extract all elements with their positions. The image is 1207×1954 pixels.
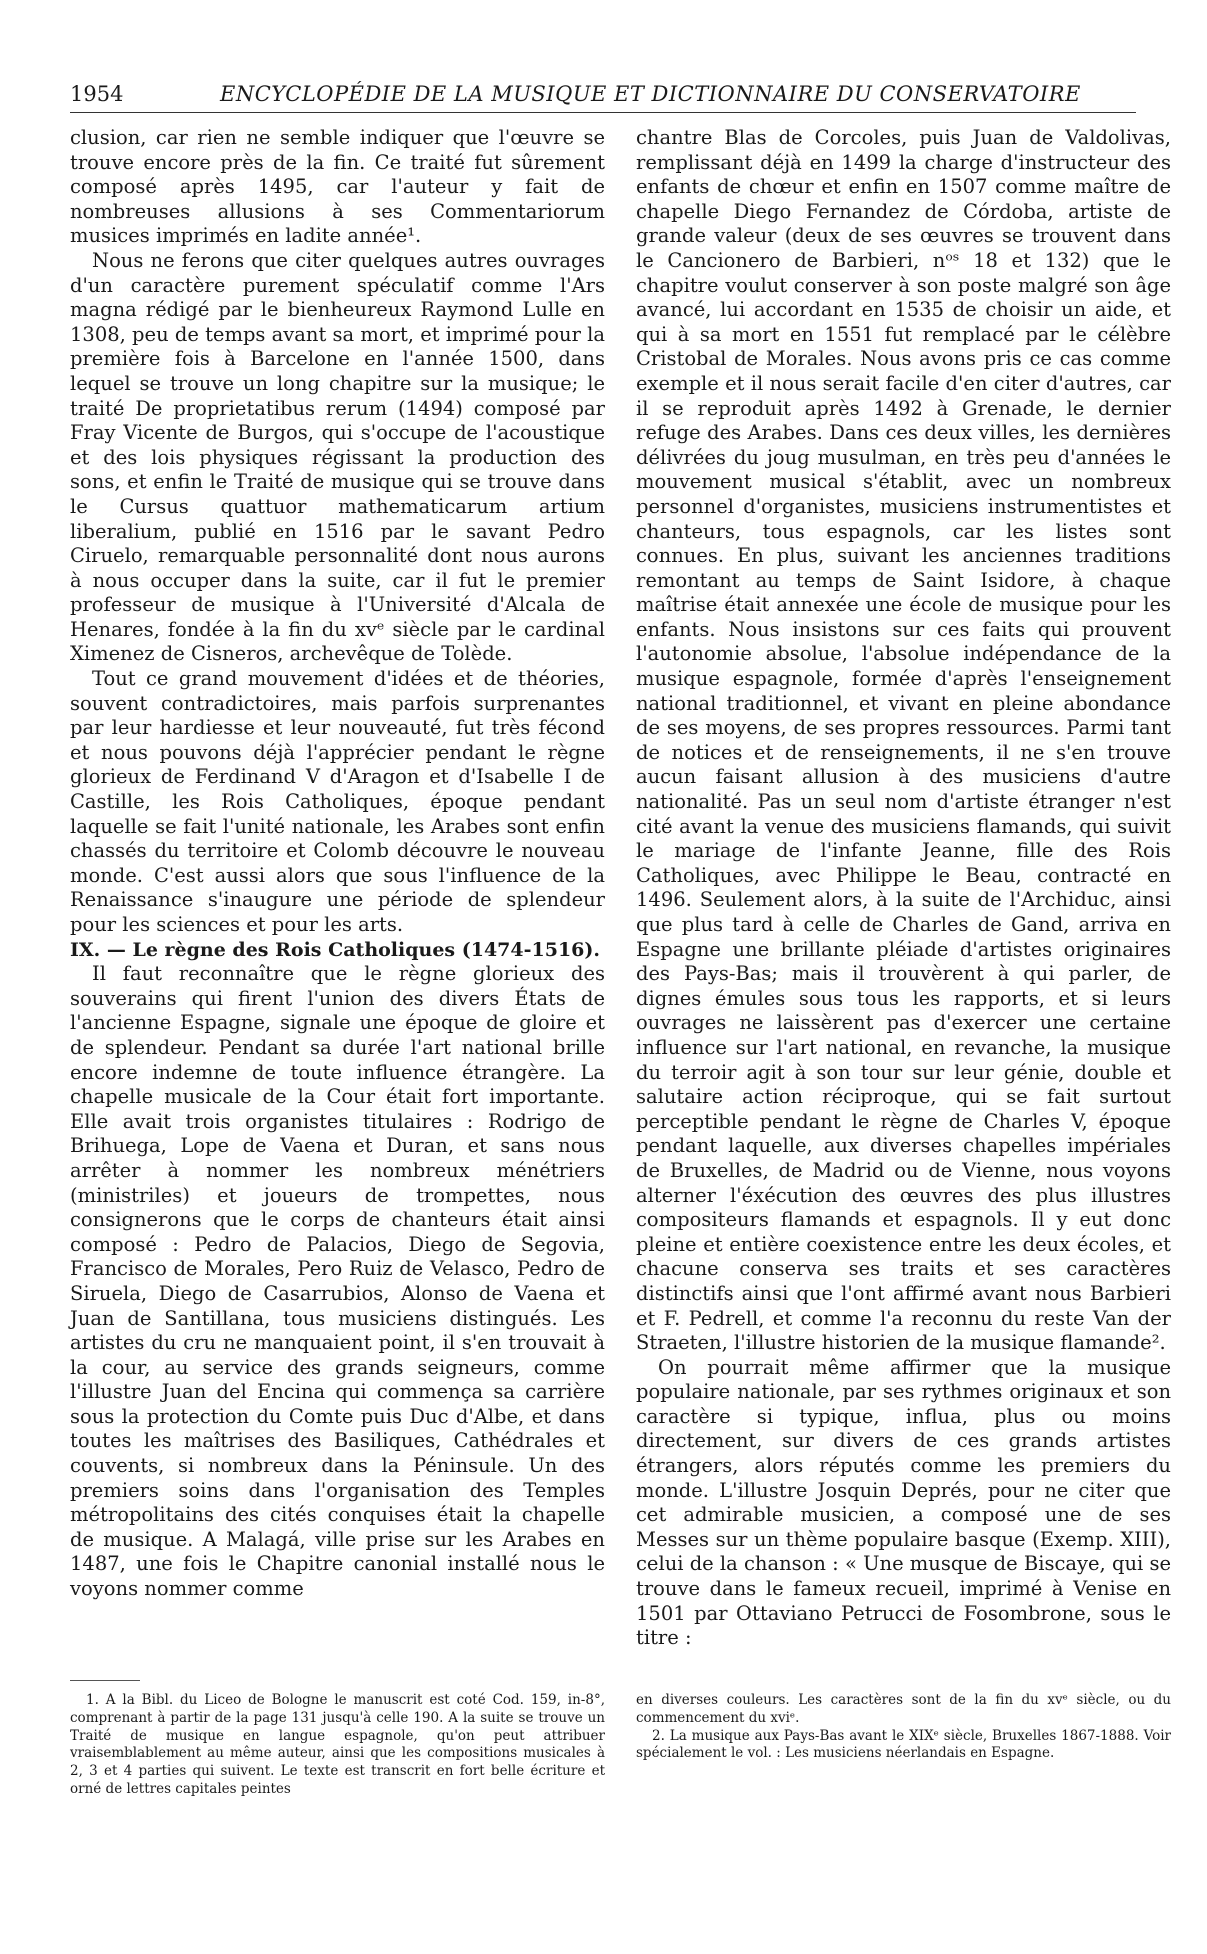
paragraph: On pourrait même affirmer que la musique populaire nationale, par ses rythmes originaux et son caractère si typique, influa, plus ou moins directement, sur divers de ces grands artistes étrangers, alors réputés comme les premiers du monde. L'illustre Josquin Deprés, pour ne citer que cet admirable musicien, a composé une de ses Messes sur un thème populaire basque (Exemp. XIII), celui de la chanson : « Une musque de Biscaye, qui se trouve dans le fameux recueil, imprimé à Venise en 1501 par Ottaviano Petrucci de Fosombrone, sous le titre : [636,1355,1171,1650]
paragraph: Il faut reconnaître que le règne glorieux des souverains qui firent l'union des divers États de l'ancienne Espagne, signale une époque de gloire et de splendeur. Pendant sa durée l'art national brille encore indemne de toute influence étrangère. La chapelle musicale de la Cour était fort importante. Elle avait trois organistes titulaires : Rodrigo de Brihuega, Lope de Vaena et Duran, et sans nous arrêter à nommer les nombreux ménétriers (ministriles) et joueurs de trompettes, nous consignerons que le corps de chanteurs était ainsi composé : Pedro de Palacios, Diego de Segovia, Francisco de Morales, Pero Ruiz de Velasco, Pedro de Siruela, Diego de Casarrubios, Alonso de Vaena et Juan de Santillana, tous musiciens distingués. Les artistes du cru ne manquaient point, il s'en trouvait à la cour, au service des grands seigneurs, comme l'illustre Juan del Encina qui commença sa carrière sous la protection du Comte puis Duc d'Albe, et dans toutes les maîtrises des Basiliques, Cathédrales et couvents, si nombreux dans la Péninsule. Un des premiers soins dans l'organisation des Temples métropolitains des cités conquises était la chapelle de musique. A Malagá, ville prise sur les Arabes en 1487, une fois le Chapitre canonial installé nous le voyons nommer comme [70,962,605,1601]
footnote-rule [70,1680,140,1681]
running-title: ENCYCLOPÉDIE DE LA MUSIQUE ET DICTIONNAIRE DU CONSERVATOIRE [220,82,1081,106]
left-column [70,126,605,1602]
paragraph: Tout ce grand mouvement d'idées et de théories, souvent contradictoires, mais parfois surprenantes par leur hardiesse et leur nouveauté, fut très fécond et nous pouvons déjà l'apprécier pendant le règne glorieux de Ferdinand V d'Aragon et d'Isabelle I de Castille, les Rois Catholiques, époque pendant laquelle se fait l'unité nationale, les Arabes sont enfin chassés du territoire et Colomb découvre le nouveau monde. C'est aussi alors que sous l'influence de la Renaissance s'inaugure une période de splendeur pour les sciences et pour les arts. [70,667,605,936]
paragraph: clusion, car rien ne semble indiquer que l'œuvre se trouve encore près de la fin. Ce traité fut sûrement composé après 1495, car l'auteur y fait de nombreuses allusions à ses Commentariorum musices imprimés en ladite année¹. [70,126,605,248]
paragraph: chantre Blas de Corcoles, puis Juan de Valdolivas, remplissant déjà en 1499 la charge d'instructeur des enfants de chœur et enfin en 1507 comme maître de chapelle Diego Fernandez de Córdoba, artiste de grande valeur (deux de ses œuvres se trouvent dans le Cancionero de Barbieri, nᵒˢ 18 et 132) que le chapitre voulut conserver à son poste malgré son âge avancé, lui accordant en 1535 de choisir un aide, et qui à sa mort en 1551 fut remplacé par le célèbre Cristobal de Morales. Nous avons pris ce cas comme exemple et il nous serait facile d'en citer d'autres, car il se reproduit après 1492 à Grenade, le dernier refuge des Arabes. Dans ces deux villes, les dernières délivrées du joug musulman, en très peu d'années le mouvement musical s'établit, avec un nombreux personnel d'organistes, musiciens instrumentistes et chanteurs, tous espagnols, car les listes sont connues. En plus, suivant les anciennes traditions remontant au temps de Saint Isidore, à chaque maîtrise était annexée une école de musique pour les enfants. Nous insistons sur ces faits qui prouvent l'autonomie absolue, l'absolue indépendance de la musique espagnole, formée d'après l'enseignement national traditionnel, et vivant en pleine abondance de ses moyens, de ses propres ressources. Parmi tant de notices et de renseignements, il ne s'en trouve aucun faisant allusion à des musiciens d'autre nationalité. Pas un seul nom d'artiste étranger n'est cité avant la venue des musiciens flamands, qui suivit le mariage de l'infante Jeanne, fille des Rois Catholiques, avec Philippe le Beau, contracté en 1496. Seulement alors, à la suite de l'Archiduc, ainsi que plus tard à celle de Charles de Gand, arriva en Espagne une brillante pléiade d'artistes originaires des Pays-Bas; mais il trouvèrent à qui parler, de dignes émules sous tous les rapports, et si leurs ouvrages ne laissèrent pas d'exercer une certaine influence sur l'art national, en revanche, la musique du terroir agit à son tour sur leur génie, double et salutaire action réciproque, qui se fait surtout perceptible pendant le règne de Charles V, époque pendant laquelle, aux diverses chapelles impériales de Bruxelles, de Madrid ou de Vienne, nous voyons alterner l'éxécution des œuvres des plus illustres compositeurs flamands et espagnols. Il y eut donc pleine et entière coexistence entre les deux écoles, et chacune conserva ses traits et ses caractères distinctifs ainsi que l'ont affirmé avant nous Barbieri et F. Pedrell, et comme l'a reconnu du reste Van der Straeten, l'illustre historien de la musique flamande². [636,126,1171,1355]
footnotes-left [70,1692,605,1799]
footnote-1: 1. A la Bibl. du Liceo de Bologne le manuscrit est coté Cod. 159, in-8°, comprenant à partir de la page 131 jusqu'à celle 190. A la suite se trouve un Traité de musique en langue espagnole, qu'on peut attribuer vraisemblablement au même auteur, ainsi que les compositions musicales à 2, 3 et 4 parties qui suivent. Le texte est transcrit en fort belle écriture et orné de lettres capitales peintes [70,1692,605,1797]
footnote-2: 2. La musique aux Pays-Bas avant le XIXᵉ siècle, Bruxelles 1867-1888. Voir spécialement le vol. : Les musiciens néerlandais en Espagne. [636,1727,1171,1762]
footnotes-right [636,1692,1171,1763]
page-number: 1954 [70,82,124,106]
right-column [636,126,1171,1651]
running-header [70,78,1136,113]
footnote-1-continued: en diverses couleurs. Les caractères sont de la fin du xvᵉ siècle, ou du commencement du xviᵉ. [636,1692,1171,1726]
paragraph: Nous ne ferons que citer quelques autres ouvrages d'un caractère purement spéculatif comme l'Ars magna rédigé par le bienheureux Raymond Lulle en 1308, peu de temps avant sa mort, et imprimé pour la première fois à Barcelone en l'année 1500, dans lequel se trouve un long chapitre sur la musique; le traité De proprietatibus rerum (1494) composé par Fray Vicente de Burgos, qui s'occupe de l'acoustique et des lois physiques régissant la production des sons, et enfin le Traité de musique qui se trouve dans le Cursus quattuor mathematicarum artium liberalium, publié en 1516 par le savant Pedro Ciruelo, remarquable personnalité dont nous aurons à nous occuper dans la suite, car il fut le premier professeur de musique à l'Université d'Alcala de Henares, fondée à la fin du xvᵉ siècle par le cardinal Ximenez de Cisneros, archevêque de Tolède. [70,248,605,666]
section-title: IX. — Le règne des Rois Catholiques (1474-1516). [70,938,600,961]
